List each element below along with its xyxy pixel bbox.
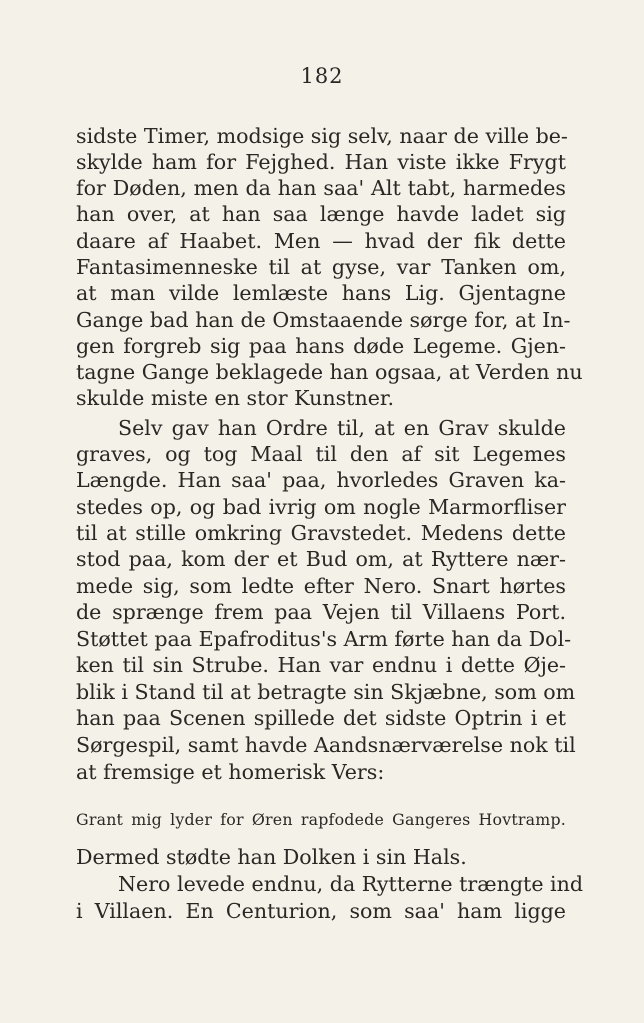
- text-line: til at stille omkring Gravstedet. Medens dette: [76, 521, 566, 545]
- text-line: blik i Stand til at betragte sin Skjæbne, som om: [76, 680, 576, 704]
- text-line: tagne Gange beklagede han ogsaa, at Verden nu: [76, 360, 583, 384]
- text-line: gen forgreb sig paa hans døde Legeme. Gjen-: [76, 334, 566, 358]
- text-line: skulde miste en stor Kunstner.: [76, 386, 395, 410]
- text-line: mede sig, som ledte efter Nero. Snart hørtes: [76, 574, 566, 598]
- text-line: Gange bad han de Omstaaende sørge for, at In-: [76, 308, 571, 332]
- text-line: graves, og tog Maal til den af sit Legemes: [76, 442, 566, 466]
- text-line: Nero levede endnu, da Rytterne trængte ind: [118, 872, 584, 896]
- text-line: for Døden, men da han saa' Alt tabt, harmedes: [76, 176, 566, 200]
- text-line: Dermed stødte han Dolken i sin Hals.: [76, 845, 467, 869]
- text-line: Længde. Han saa' paa, hvorledes Graven ka-: [76, 468, 566, 492]
- text-line: skylde ham for Fejghed. Han viste ikke Frygt: [76, 150, 566, 174]
- verse-quote: Grant mig lyder for Øren rapfodede Gangeres Hovtramp.: [76, 810, 566, 829]
- text-line: han paa Scenen spillede det sidste Optrin i et: [76, 706, 566, 730]
- text-line: daare af Haabet. Men — hvad der fik dette: [76, 229, 566, 253]
- text-line: Støttet paa Epafroditus's Arm førte han da Dol-: [76, 627, 572, 651]
- text-line: ken til sin Strube. Han var endnu i dette Øje-: [76, 653, 566, 677]
- text-line: sidste Timer, modsige sig selv, naar de ville be-: [76, 124, 568, 148]
- text-line: Fantasimenneske til at gyse, var Tanken om,: [76, 255, 566, 279]
- text-line: stedes op, og bad ivrig om nogle Marmorfliser: [76, 495, 566, 519]
- text-line: i Villaen. En Centurion, som saa' ham ligge: [76, 899, 566, 923]
- text-line: han over, at han saa længe havde ladet sig: [76, 202, 566, 226]
- text-line: Selv gav han Ordre til, at en Grav skulde: [118, 416, 566, 440]
- page-number: 182: [300, 64, 344, 88]
- text-line: Sørgespil, samt havde Aandsnærværelse nok til: [76, 733, 576, 757]
- text-line: stod paa, kom der et Bud om, at Ryttere nær-: [76, 547, 566, 571]
- text-line: at fremsige et homerisk Vers:: [76, 760, 385, 784]
- text-line: at man vilde lemlæste hans Lig. Gjentagne: [76, 281, 566, 305]
- text-line: de sprænge frem paa Vejen til Villaens Port.: [76, 600, 566, 624]
